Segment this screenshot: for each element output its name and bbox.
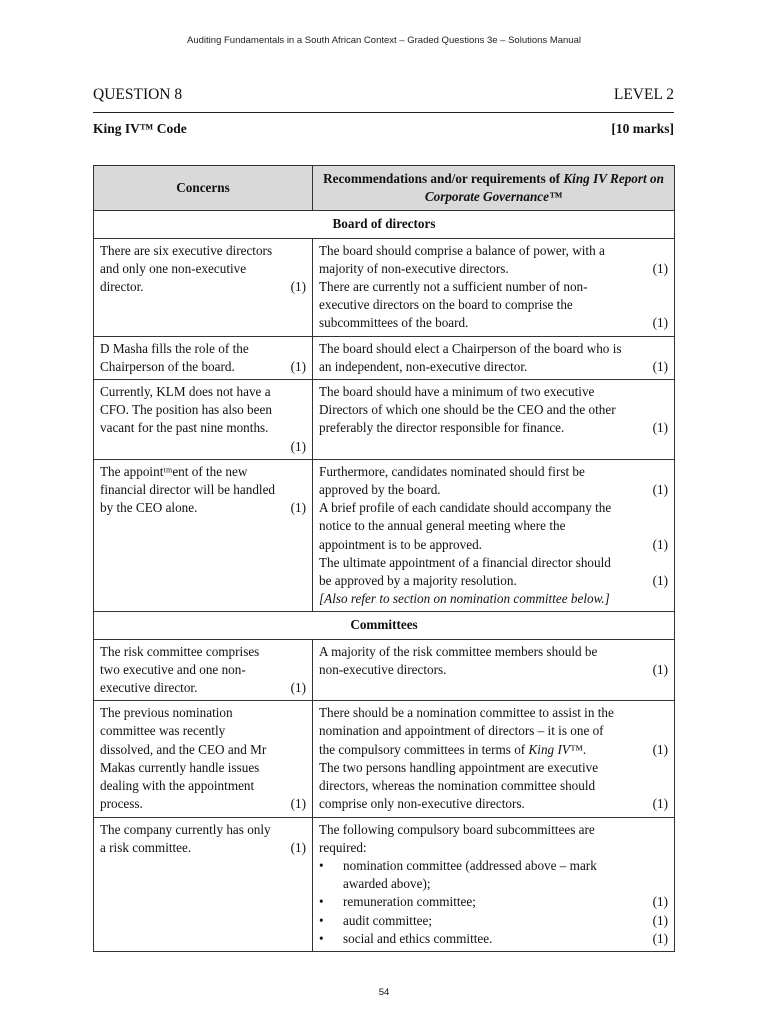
mark: (1) (652, 796, 668, 812)
recommendation-cell: There should be a nomination committee to assist in the nomination and appointment of directors – it is one of the compulsory committees in terms of King IV™. (1) The two persons handling appointment are executive directors, whereas the nomination committee should comprise only non-executive directors. (1) (313, 701, 675, 817)
table-row (94, 817, 675, 951)
table-header-row (94, 166, 675, 211)
section-title: Committees (94, 612, 675, 639)
concern-cell: The previous nomination committee was recently dissolved, and the CEO and Mr Makas currently handle issues dealing with the appointment process. (1) (94, 701, 313, 817)
mark: (1) (290, 839, 306, 855)
concern-cell: D Masha fills the role of the Chairperson of the board. (1) (94, 336, 313, 379)
header-recommendations: Recommendations and/or requirements of King IV Report on Corporate Governance™ (313, 166, 675, 211)
recommendation-cell: Furthermore, candidates nominated should first be approved by the board. (1) A brief profile of each candidate should accompany the notice to the annual general meeting where the appointment is to be approved. (1) The ultimate appointment of a financial director should be approved by a majority resolution. (1) [Also refer to section on nomination committee below.] (313, 459, 675, 612)
concern-cell: The appointᵗᵐent of the new financial director will be handled by the CEO alone. (1) (94, 459, 313, 612)
bullet-icon: • (319, 912, 324, 928)
table-row (94, 380, 675, 460)
page-number: 54 (378, 987, 390, 998)
mark: (1) (290, 438, 306, 454)
question-subject: King IV™ Code (93, 121, 187, 136)
mark: (1) (652, 536, 668, 552)
mark: (1) (652, 482, 668, 498)
mark: (1) (652, 420, 668, 436)
recommendation-cell: The board should have a minimum of two executive Directors of which one should be the CEO and the other preferably the director responsible for finance. (1) (313, 380, 675, 460)
mark: (1) (290, 796, 306, 812)
cross-reference-note: [Also refer to section on nomination committee below.] (319, 591, 610, 607)
mark: (1) (290, 500, 306, 516)
solution-table (93, 165, 675, 952)
mark: (1) (652, 260, 668, 276)
mark: (1) (290, 680, 306, 696)
question-level: LEVEL 2 (613, 86, 674, 103)
recommendation-cell: The board should elect a Chairperson of the board who is an independent, non-executive director. (1) (313, 336, 675, 379)
subcommittee-list (319, 857, 668, 948)
header-concerns: Concerns (94, 166, 313, 211)
question-marks: [10 marks] (611, 121, 674, 136)
concern-cell: There are six executive directors and only one non-executive director. (1) (94, 238, 313, 336)
list-item: • audit committee; (1) (319, 912, 668, 930)
concern-cell: Currently, KLM does not have a CFO. The position has also been vacant for the past nine months. (1) (94, 380, 313, 460)
mark: (1) (652, 894, 668, 910)
table-row (94, 701, 675, 817)
list-item: • remuneration committee; (1) (319, 893, 668, 911)
table-row (94, 238, 675, 336)
mark: (1) (652, 573, 668, 589)
question-heading (93, 86, 674, 113)
recommendation-cell: The following compulsory board subcommittees are required: • nomination committee (addressed above – mark awarded above); • remuneration committee; (1) • audit committee; (1) • social and ethics committee. (1) (313, 817, 675, 951)
list-item: • social and ethics committee. (1) (319, 930, 668, 948)
concern-cell: The risk committee comprises two executive and one non- executive director. (1) (94, 639, 313, 701)
list-item: • nomination committee (addressed above – mark awarded above); (319, 857, 668, 893)
running-header: Auditing Fundamentals in a South African Context – Graded Questions 3e – Solutions Manual (187, 35, 581, 46)
concern-cell: The company currently has only a risk committee. (1) (94, 817, 313, 951)
mark: (1) (652, 930, 668, 946)
table-row (94, 459, 675, 612)
section-title: Board of directors (94, 211, 675, 238)
section-row-committees (94, 612, 675, 639)
recommendation-cell: The board should comprise a balance of power, with a majority of non-executive directors. (1) There are currently not a sufficient number of non- executive directors on the board to comprise the subcommittees of the board. (1) (313, 238, 675, 336)
section-row-board (94, 211, 675, 238)
mark: (1) (652, 741, 668, 757)
mark: (1) (652, 661, 668, 677)
recommendation-cell: A majority of the risk committee members should be non-executive directors. (1) (313, 639, 675, 701)
mark: (1) (652, 358, 668, 374)
table-row (94, 639, 675, 701)
question-number: QUESTION 8 (93, 86, 183, 103)
mark: (1) (290, 358, 306, 374)
mark: (1) (652, 912, 668, 928)
question-subject-line (93, 121, 674, 141)
bullet-icon: • (319, 857, 324, 873)
mark: (1) (652, 315, 668, 331)
bullet-icon: • (319, 894, 324, 910)
mark: (1) (290, 279, 306, 295)
bullet-icon: • (319, 930, 324, 946)
table-row (94, 336, 675, 379)
